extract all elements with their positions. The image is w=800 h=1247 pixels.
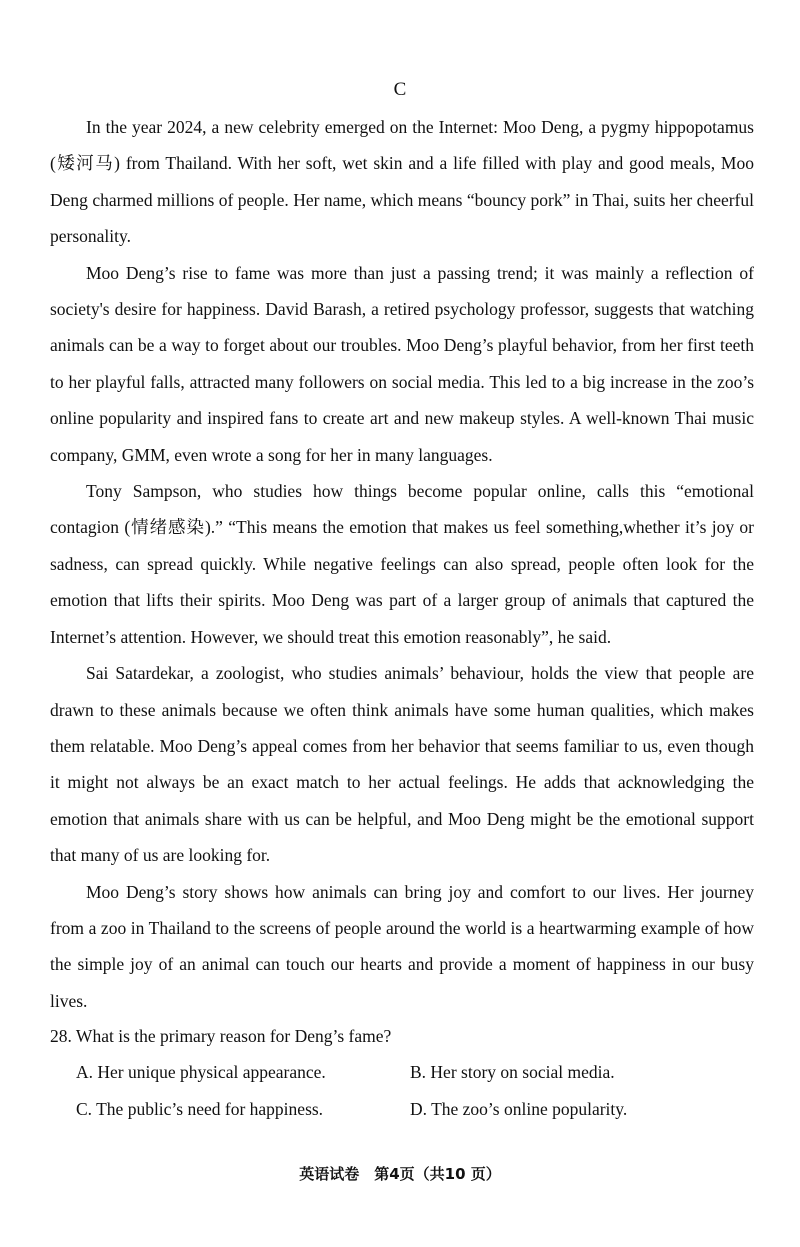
section-heading: C: [393, 79, 407, 100]
passage-paragraph-2: Moo Deng’s rise to fame was more than just a passing trend; it was mainly a reflection of society's desire for happiness. David Barash, a retired psychology professor, suggests that watching animals can be a way to forget about our troubles. Moo Deng’s playful behavior, from her first teeth to her playful falls, attracted many followers on social media. This led to a big increase in the zoo’s online popularity and inspired fans to create art and new makeup styles. A well-known Thai music company, GMM, even wrote a song for her in many languages.: [50, 262, 754, 465]
reading-passage: [50, 109, 754, 1019]
option-c: C. The public’s need for happiness.: [76, 1098, 324, 1119]
question-28: [50, 1018, 754, 1127]
passage-paragraph-3: Tony Sampson, who studies how things become popular online, calls this “emotional contagion (情绪感染).” “This means the emotion that makes us feel something,whether it’s joy or sadness, can spread quickly. While negative feelings can also spread, people often look for the emotion that lifts their spirits. Moo Deng was part of a larger group of animals that captured the Internet’s attention. However, we should treat this emotion reasonably”, he said.: [50, 481, 754, 647]
passage-paragraph-1: In the year 2024, a new celebrity emerged on the Internet: Moo Deng, a pygmy hippopotamus (矮河马) from Thailand. With her soft, wet skin and a life filled with play and good meals, Moo Deng charmed millions of people. Her name, which means “bouncy pork” in Thai, suits her cheerful personality.: [50, 117, 754, 247]
passage-paragraph-4: Sai Satardekar, a zoologist, who studies animals’ behaviour, holds the view that people are drawn to these animals because we often think animals have some human qualities, which makes them relatable. Moo Deng’s appeal comes from her behavior that seems familiar to us, even though it might not always be an exact match to her actual feelings. He adds that acknowledging the emotion that animals share with us can be helpful, and Moo Deng might be the emotional support that many of us are looking for.: [50, 663, 754, 866]
option-b: B. Her story on social media.: [410, 1062, 615, 1083]
option-d: D. The zoo’s online popularity.: [410, 1098, 628, 1119]
option-a: A. Her unique physical appearance.: [76, 1062, 326, 1083]
question-stem: 28. What is the primary reason for Deng’s fame?: [50, 1026, 392, 1046]
passage-paragraph-5: Moo Deng’s story shows how animals can bring joy and comfort to our lives. Her journey from a zoo in Thailand to the screens of people around the world is a heartwarming example of how the simple joy of an animal can touch our hearts and provide a moment of happiness in our busy lives.: [50, 881, 754, 1011]
page-footer: 英语试卷 第4页（共10 页）: [299, 1165, 501, 1183]
answer-options: [50, 1054, 754, 1127]
